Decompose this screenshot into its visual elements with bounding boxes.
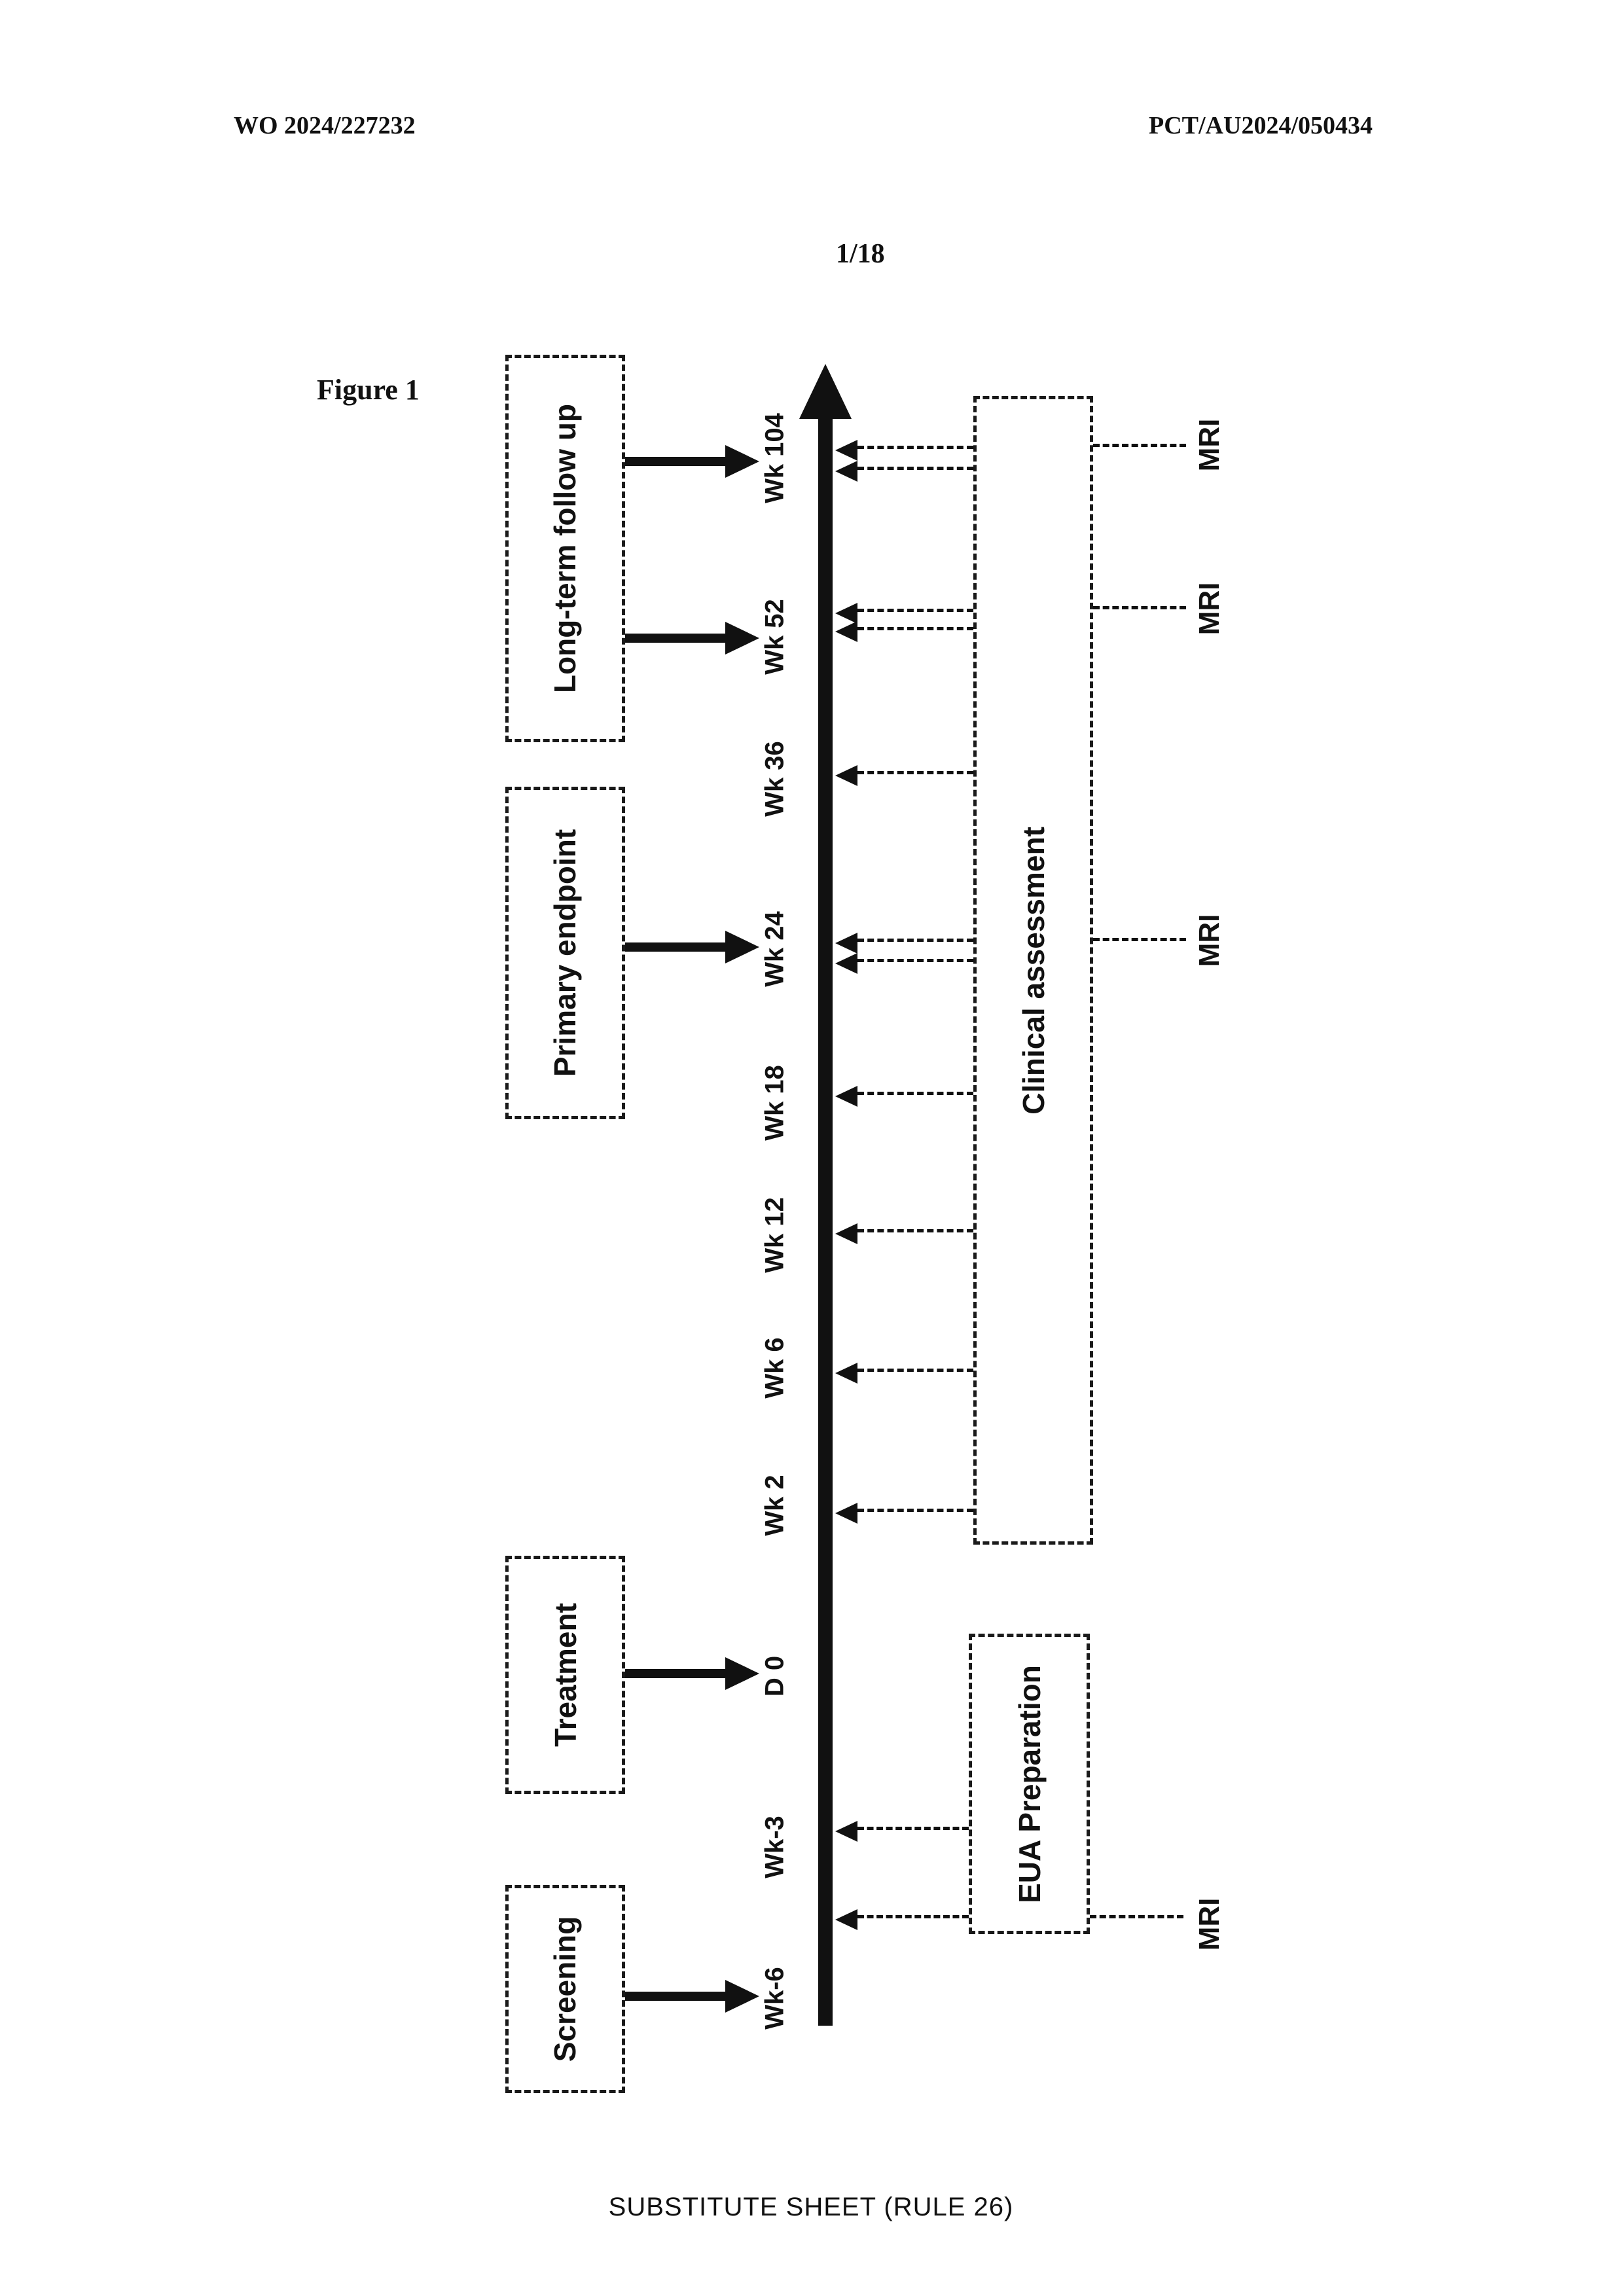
arrowhead-left-icon bbox=[835, 1909, 857, 1930]
tick-label-d0: D 0 bbox=[760, 1655, 789, 1697]
arrowhead-right-icon bbox=[725, 622, 759, 655]
dashed-arrow-wk104-clinical bbox=[857, 467, 973, 470]
arrow-primary-to-wk24 bbox=[625, 942, 727, 952]
arrow-screening-to-wk-6 bbox=[625, 1992, 727, 2001]
dashed-arrow-wk24-clinical bbox=[857, 959, 973, 962]
arrow-treatment-to-d0 bbox=[625, 1669, 727, 1678]
dashed-arrow-wk104-mri bbox=[857, 446, 973, 449]
dashed-arrow-wk36-clinical bbox=[857, 771, 973, 774]
assessment-box-label: Clinical assessment bbox=[1016, 826, 1051, 1115]
arrow-longterm-to-wk104 bbox=[625, 457, 727, 466]
dashed-arrow-wk-3-eua bbox=[857, 1827, 969, 1830]
timeline-axis bbox=[818, 416, 833, 2026]
tick-label-wk18: Wk 18 bbox=[760, 1065, 789, 1141]
dashed-arrow-wk52-clinical bbox=[857, 627, 973, 630]
tick-label-wk12: Wk 12 bbox=[760, 1197, 789, 1273]
arrowhead-left-icon bbox=[835, 953, 857, 974]
arrowhead-right-icon bbox=[725, 1980, 759, 2013]
timeline-arrowhead-icon bbox=[799, 364, 852, 419]
application-number: PCT/AU2024/050434 bbox=[1149, 112, 1373, 139]
phase-box-label: Primary endpoint bbox=[548, 829, 583, 1077]
arrowhead-left-icon bbox=[835, 621, 857, 642]
arrowhead-left-icon bbox=[835, 1223, 857, 1244]
phase-box-primary-endpoint bbox=[505, 787, 625, 1119]
arrowhead-right-icon bbox=[725, 931, 759, 963]
phase-box-label: Screening bbox=[548, 1916, 583, 2062]
assessment-box-clinical-assessment bbox=[973, 396, 1093, 1545]
assessment-box-eua-preparation bbox=[969, 1634, 1090, 1934]
phase-box-label: Treatment bbox=[548, 1603, 583, 1747]
dashed-arrow-wk18-clinical bbox=[857, 1092, 973, 1095]
arrowhead-right-icon bbox=[725, 1657, 759, 1690]
tick-label-wk104: Wk 104 bbox=[760, 413, 789, 503]
mri-connector-wk24 bbox=[1093, 938, 1186, 941]
tick-label-wk36: Wk 36 bbox=[760, 741, 789, 817]
publication-number: WO 2024/227232 bbox=[234, 112, 416, 139]
mri-connector-screening bbox=[1090, 1915, 1183, 1918]
mri-label-wk104: MRI bbox=[1193, 418, 1225, 472]
sheet-number: 1/18 bbox=[836, 239, 885, 269]
tick-label-wk6: Wk 6 bbox=[760, 1337, 789, 1399]
dashed-arrow-wk52-mri bbox=[857, 609, 973, 612]
arrowhead-left-icon bbox=[835, 440, 857, 461]
arrow-longterm-to-wk52 bbox=[625, 634, 727, 643]
mri-label-wk24: MRI bbox=[1193, 914, 1225, 967]
tick-label-wk2: Wk 2 bbox=[760, 1475, 789, 1536]
dashed-arrow-wk12-clinical bbox=[857, 1229, 973, 1232]
arrowhead-left-icon bbox=[835, 461, 857, 482]
tick-label-wk-3: Wk-3 bbox=[760, 1816, 789, 1878]
dashed-arrow-screening-mri bbox=[857, 1915, 969, 1918]
dashed-arrow-wk6-clinical bbox=[857, 1369, 973, 1372]
arrowhead-left-icon bbox=[835, 1363, 857, 1384]
phase-box-screening bbox=[505, 1885, 625, 2093]
tick-label-wk24: Wk 24 bbox=[760, 911, 789, 987]
phase-box-label: Long-term follow up bbox=[548, 403, 583, 694]
dashed-arrow-wk24-mri bbox=[857, 939, 973, 942]
mri-connector-wk52 bbox=[1093, 606, 1186, 609]
arrowhead-left-icon bbox=[835, 933, 857, 954]
arrowhead-right-icon bbox=[725, 445, 759, 478]
dashed-arrow-wk2-clinical bbox=[857, 1509, 973, 1512]
tick-label-wk52: Wk 52 bbox=[760, 599, 789, 675]
mri-label-wk52: MRI bbox=[1193, 582, 1225, 636]
figure-label: Figure 1 bbox=[317, 374, 420, 406]
mri-connector-wk104 bbox=[1093, 444, 1186, 447]
arrowhead-left-icon bbox=[835, 1821, 857, 1842]
assessment-box-label: EUA Preparation bbox=[1012, 1664, 1047, 1903]
mri-label-screening: MRI bbox=[1193, 1897, 1225, 1951]
phase-box-long-term-follow-up bbox=[505, 355, 625, 742]
arrowhead-left-icon bbox=[835, 1503, 857, 1524]
substitute-sheet-footer: SUBSTITUTE SHEET (RULE 26) bbox=[608, 2193, 1014, 2221]
arrowhead-left-icon bbox=[835, 765, 857, 786]
arrowhead-left-icon bbox=[835, 1086, 857, 1107]
tick-label-wk-6: Wk-6 bbox=[760, 1967, 789, 2030]
phase-box-treatment bbox=[505, 1556, 625, 1794]
